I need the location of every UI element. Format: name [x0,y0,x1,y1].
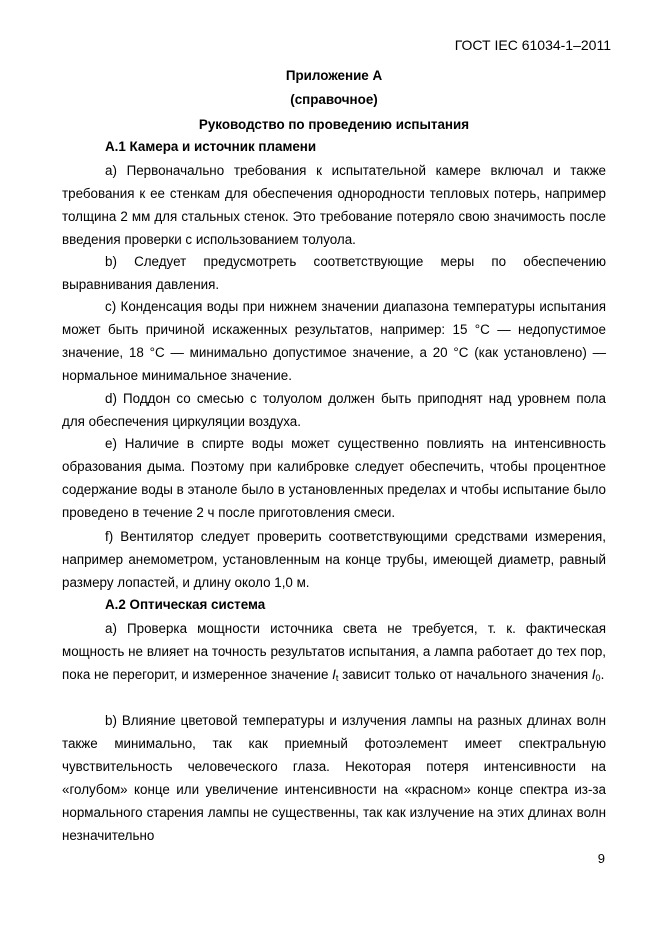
symbol-i-0-subscript: 0 [595,673,601,683]
section-a1-title: А.1 Камера и источник пламени [105,139,317,154]
annex-title: Приложение А [285,68,383,83]
paragraph-a1-e: е) Наличие в спирте воды может существенно повлиять на интенсивность образования дыма. Поэтому при калибровке следует обеспечить, чтобы процентное содержание воды в этаноле было в установленных пределах и чтобы испытание было проведено в течение 2 ч после приготовления смеси. [62,436,606,520]
symbol-i-0: I [591,667,596,682]
section-a2-title: А.2 Оптическая система [105,597,266,612]
paragraph-a1-a: а) Первоначально требования к испытательной камере включал и также требования к ее стенкам для обеспечения однородности тепловых потерь, например толщина 2 мм для стальных стенок. Это требование потеряло свою значимость после введения проверки с использованием толуола. [62,163,606,247]
paragraph-a2-a-end: . [600,667,605,682]
page-number: 9 [597,851,605,866]
paragraph-a2-b: b) Влияние цветовой температуры и излучения лампы на разных длинах волн также минимально, так как приемный фотоэлемент имеет спектральную чувствительность человеческого глаза. Некоторая потеря интенсивности на «голубом» конце или увеличение интенсивности на «красном» конце спектра из-за нормального старения лампы не существенны, так как излучение на этих длинах волн незначительно [62,713,606,843]
document-code: ГОСТ IEC 61034-1–2011 [454,37,611,53]
paragraph-a1-d: d) Поддон со смесью с толуолом должен быть приподнят над уровнем пола для обеспечения циркуляции воздуха. [62,391,606,429]
paragraph-a2-a-mid: зависит только от начального значения [342,667,589,682]
annex-status: (справочное) [290,92,378,107]
annex-heading: Руководство по проведению испытания [198,117,470,132]
paragraph-a1-c: с) Конденсация воды при нижнем значении диапазона температуры испытания может быть причиной искаженных результатов, например: 15 °С — недопустимое значение, 18 °С — минимально допустимое значение, а 20 °С (как установлено) — нормальное минимальное значение. [62,299,606,383]
symbol-i-t-subscript: t [335,673,339,683]
symbol-i-t: I [332,667,336,682]
paragraph-a1-f: f) Вентилятор следует проверить соответствующими средствами измерения, например анемометром, установленным на конце трубы, имеющей диаметр, равный размеру лопастей, и длину около 1,0 м. [62,529,606,590]
paragraph-a2-a-text: а) Проверка мощности источника света не требуется, т. к. фактическая мощность не влияет на точность результатов испытания, а лампа работает до тех пор, пока не перегорит, и измеренное значение [62,621,606,682]
paragraph-a2-a [62,617,606,690]
paragraph-a1-b: b) Следует предусмотреть соответствующие меры по обеспечению выравнивания давления. [62,254,606,292]
